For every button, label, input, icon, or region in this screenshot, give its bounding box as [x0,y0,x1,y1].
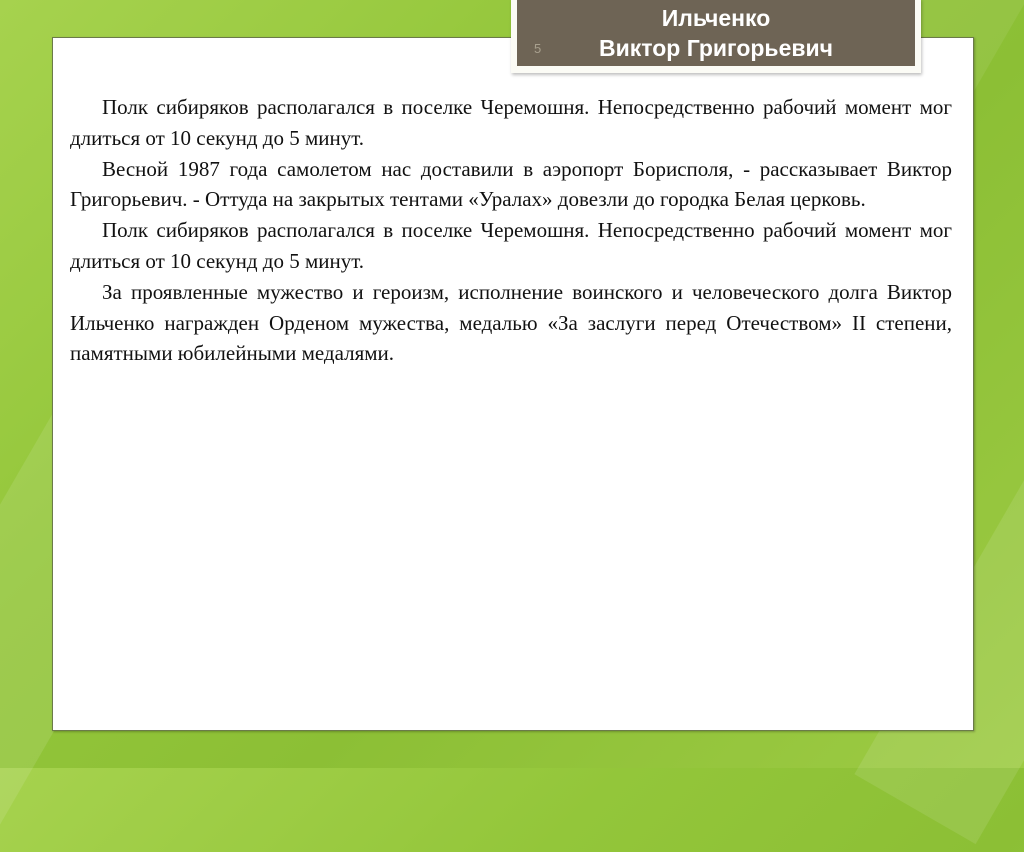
slide-number: 5 [534,41,542,56]
title-box [511,0,921,73]
paragraph: Полк сибиряков располагался в поселке Черемошня. Непосредственно рабочий момент мог длиться от 10 секунд до 5 минут. [70,95,952,150]
title-name: Виктор Григорьевич [599,35,833,61]
slide-text [70,92,952,369]
paragraph: Весной 1987 года самолетом нас доставили в аэропорт Борисполя, - рассказывает Виктор Григорьевич. - Оттуда на закрытых тентами «Уралах» довезли до городка Белая церковь. [70,156,952,212]
paragraph: За проявленные мужество и героизм, исполнение воинского и человеческого долга Виктор Ильченко награжден Орденом мужества, медалью «За заслуги перед Отечеством» II степени, памятными юбилейными медалями. [70,279,952,366]
slide-title [517,0,915,66]
paragraph: Полк сибиряков располагался в поселке Черемошня. Непосредственно рабочий момент мог длиться от 10 секунд до 5 минут. [70,218,952,273]
title-surname: Ильченко [661,5,771,31]
